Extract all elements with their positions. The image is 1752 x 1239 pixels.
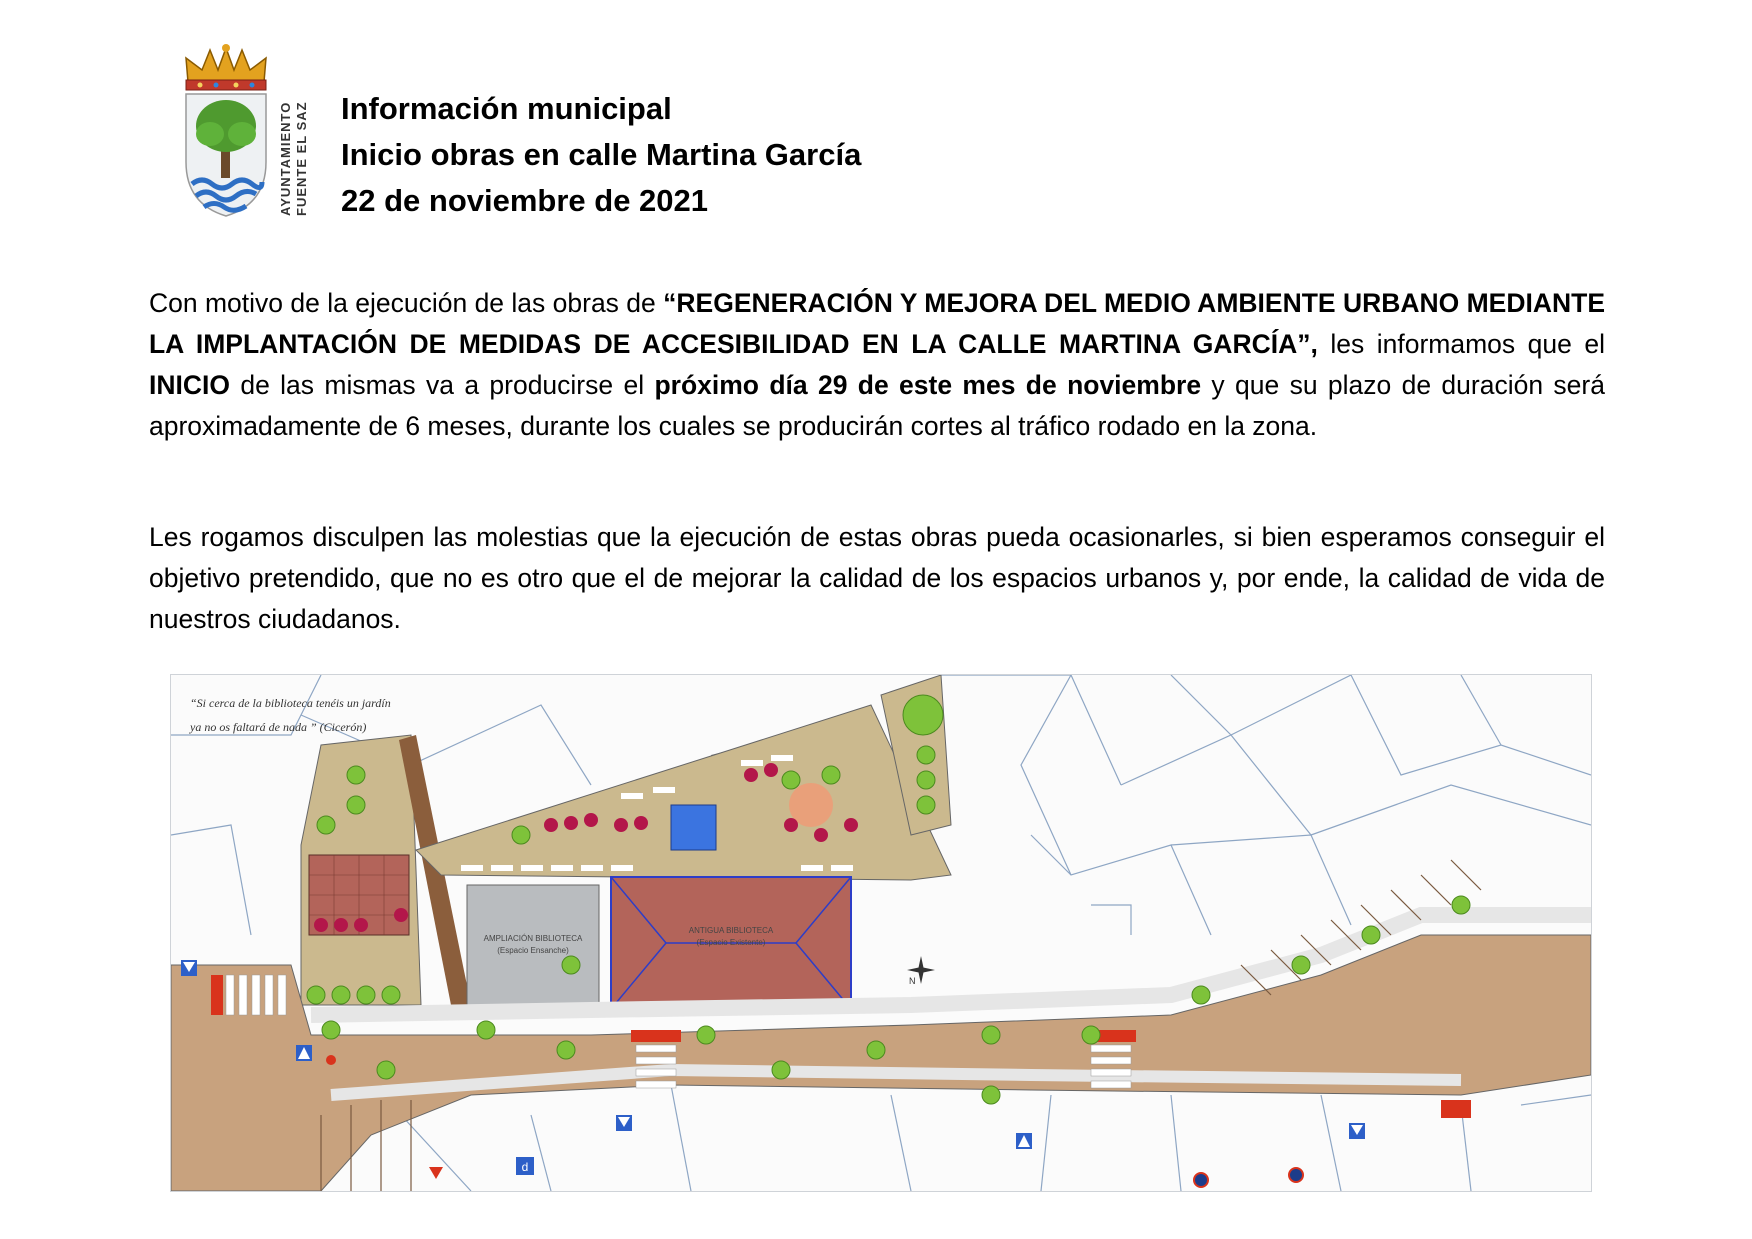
p1-text-a: Con motivo de la ejecución de las obras de: [149, 288, 664, 318]
north-label: N: [909, 976, 916, 986]
svg-text:d: d: [521, 1160, 529, 1174]
plan-quote-line-1: “Si cerca de la biblioteca tenéis un jardín: [190, 696, 391, 710]
body-paragraph-1: [149, 283, 1605, 447]
logo-text-ayuntamiento: AYUNTAMIENTO: [278, 101, 293, 216]
label-library-extension: AMPLIACIÓN BIBLIOTECA: [483, 934, 583, 943]
site-plan-image: [170, 674, 1592, 1192]
fountain-pool: [671, 805, 716, 850]
label-library-extension-sub: (Espacio Ensanche): [497, 946, 569, 955]
north-arrow-icon: [907, 956, 935, 986]
municipal-coat-of-arms-icon: [180, 44, 310, 224]
header-date: 22 de noviembre de 2021: [341, 183, 709, 218]
logo-text-fuente-el-saz: FUENTE EL SAZ: [294, 101, 309, 216]
p1-project-title: “REGENERACIÓN Y MEJORA DEL MEDIO AMBIENTE URBANO MEDIANTE LA IMPLANTACIÓN DE MEDIDAS DE ACCESIBILIDAD EN LA CALLE MARTINA GARCÍA”,: [149, 288, 1605, 359]
p1-start-date: próximo día 29 de este mes de noviembre: [654, 370, 1202, 400]
header: [341, 86, 861, 224]
crown-icon: [186, 44, 266, 90]
p1-text-e: de las mismas va a producirse el: [229, 370, 655, 400]
label-old-library: ANTIGUA BIBLIOTECA: [688, 926, 774, 935]
plan-quote: [190, 691, 410, 739]
p1-text-g: y que su plazo de duración será aproximadamente de 6 meses, durante los cuales se producirán cortes al tráfico rodado en la zona.: [149, 370, 1605, 441]
label-old-library-sub: (Espacio Existente): [696, 938, 766, 947]
p1-text-c: les informamos que el: [1317, 329, 1605, 359]
header-line-1: Información municipal: [341, 91, 672, 126]
p1-inicio: INICIO: [149, 370, 230, 400]
header-line-2: Inicio obras en calle Martina García: [341, 137, 862, 172]
plan-quote-line-2: ya no os faltará de nada ” (Cicerón): [190, 720, 367, 734]
body-paragraph-2: Les rogamos disculpen las molestias que la ejecución de estas obras pueda ocasionarles, si bien esperamos conseguir el objetivo pretendido, que no es otro que el de mejorar la calidad de los espacios urbanos y, por ende, la calidad de vida de nuestros ciudadanos.: [149, 522, 1605, 634]
